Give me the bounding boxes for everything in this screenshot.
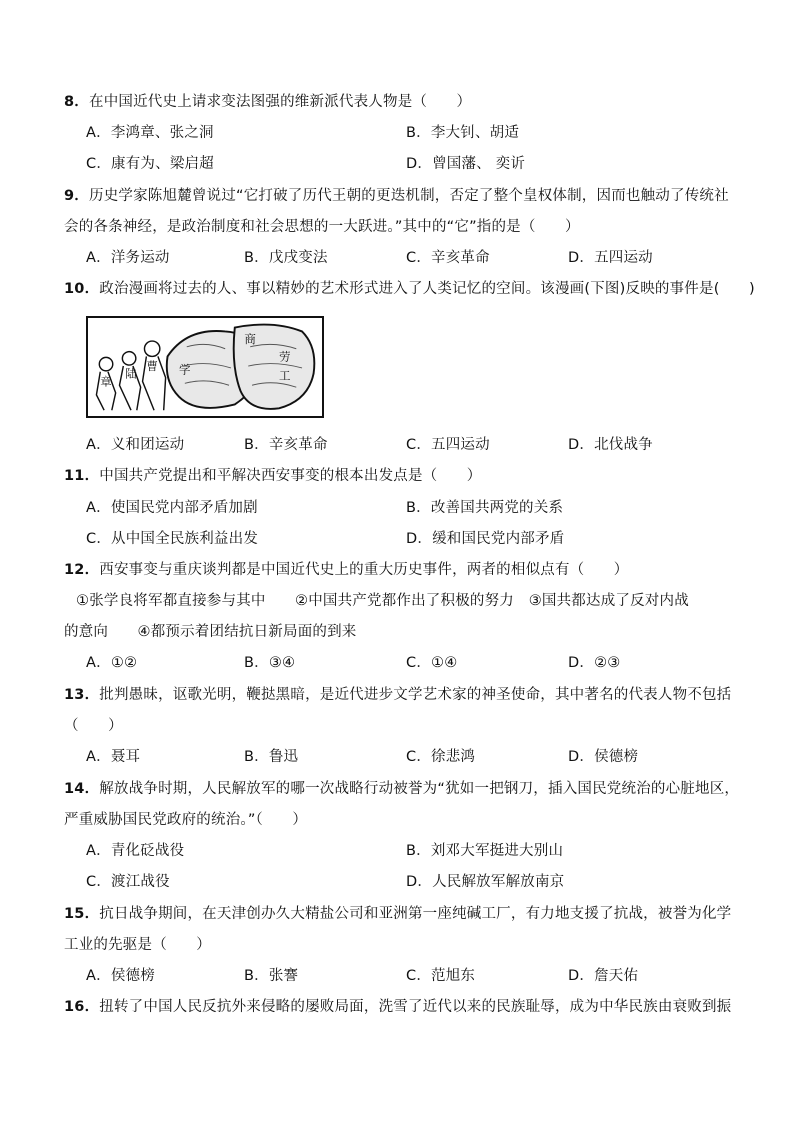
question-12-stem-1: 12．西安事变与重庆谈判都是中国近代史上的重大历史事件，两者的相似点有（ ） [64, 562, 629, 578]
question-13-stem-1: 13．批判愚昧，讴歌光明，鞭挞黑暗，是近代进步文学艺术家的神圣使命，其中著名的代表人物不包括 [64, 687, 732, 703]
question-8-option-d: D．曾国藩、 奕䜣 [406, 156, 526, 172]
cartoon-label-lao: 劳 [278, 349, 291, 364]
question-13-option-c: C．徐悲鸿 [406, 749, 476, 765]
question-15-option-b: B．张謇 [244, 968, 299, 984]
cartoon-label-zhang: 章 [100, 374, 112, 389]
question-16-stem-1: 16．扭转了中国人民反抗外来侵略的屡败局面，洗雪了近代以来的民族耻辱，成为中华民族由衰败到振 [64, 999, 732, 1015]
question-11-option-b: B．改善国共两党的关系 [406, 500, 564, 516]
question-12-stem-2: ①张学良将军都直接参与其中 ②中国共产党都作出了积极的努力 ③国共都达成了反对内战 [76, 593, 689, 609]
question-14-option-b: B．刘邓大军挺进大别山 [406, 843, 564, 859]
cartoon-label-gong: 工 [278, 368, 291, 383]
question-12-option-c: C．①④ [406, 655, 458, 671]
question-12-stem-3: 的意向 ④都预示着团结抗日新局面的到来 [64, 624, 357, 640]
question-12-option-b: B．③④ [244, 655, 296, 671]
question-13-stem-2: （ ） [64, 718, 123, 734]
question-10-option-a: A．义和团运动 [86, 437, 185, 453]
political-cartoon-image [86, 316, 324, 418]
question-14-option-c: C．渡江战役 [86, 874, 170, 890]
question-12-option-d: D．②③ [568, 655, 621, 671]
question-10-option-b: B．辛亥革命 [244, 437, 328, 453]
question-8-stem: 8．在中国近代史上请求变法图强的维新派代表人物是（ ） [64, 94, 472, 110]
question-8-option-b: B．李大钊、胡适 [406, 125, 520, 141]
question-10-stem: 10．政治漫画将过去的人、事以精妙的艺术形式进入了人类记忆的空间。该漫画(下图)反映的事件是( ) [64, 281, 755, 297]
question-10-option-d: D．北伐战争 [568, 437, 653, 453]
question-13-option-a: A．聂耳 [86, 749, 141, 765]
question-15-option-c: C．范旭东 [406, 968, 476, 984]
question-10-option-c: C．五四运动 [406, 437, 490, 453]
question-15-stem-2: 工业的先驱是（ ） [64, 937, 211, 953]
political-cartoon-drawing [88, 318, 322, 416]
question-11-stem: 11．中国共产党提出和平解决西安事变的根本出发点是（ ） [64, 468, 482, 484]
cartoon-label-shang: 商 [244, 331, 256, 346]
question-8-option-c: C．康有为、梁启超 [86, 156, 214, 172]
question-13-option-b: B．鲁迅 [244, 749, 299, 765]
question-9-stem-2: 会的各条神经，是政治制度和社会思想的一大跃进。”其中的“它”指的是（ ） [64, 219, 580, 235]
question-9-option-a: A．洋务运动 [86, 250, 170, 266]
question-9-stem-1: 9．历史学家陈旭麓曾说过“它打破了历代王朝的更迭机制，否定了整个皇权体制，因而也触动了传统社 [64, 188, 729, 204]
question-13-option-d: D．侯德榜 [568, 749, 639, 765]
question-9-option-d: D．五四运动 [568, 250, 653, 266]
question-9-option-b: B．戊戌变法 [244, 250, 328, 266]
question-14-option-d: D．人民解放军解放南京 [406, 874, 565, 890]
question-15-stem-1: 15．抗日战争期间，在天津创办久大精盐公司和亚洲第一座纯碱工厂，有力地支援了抗战，被誉为化学 [64, 906, 732, 922]
question-14-stem-2: 严重威胁国民党政府的统治。”（ ） [64, 812, 308, 828]
cartoon-label-cao: 曹 [146, 358, 158, 373]
question-15-option-a: A．侯德榜 [86, 968, 155, 984]
cartoon-label-lu: 陆 [125, 366, 137, 381]
question-12-option-a: A．①② [86, 655, 138, 671]
cartoon-label-xue: 学 [179, 362, 191, 377]
question-9-option-c: C．辛亥革命 [406, 250, 490, 266]
question-8-option-a: A．李鸿章、张之洞 [86, 125, 214, 141]
question-14-option-a: A．青化砭战役 [86, 843, 185, 859]
question-11-option-a: A．使国民党内部矛盾加剧 [86, 500, 258, 516]
question-11-option-c: C．从中国全民族利益出发 [86, 531, 259, 547]
question-15-option-d: D．詹天佑 [568, 968, 639, 984]
question-14-stem-1: 14．解放战争时期，人民解放军的哪一次战略行动被誉为“犹如一把钢刀，插入国民党统治的心脏地区， [64, 781, 740, 797]
question-11-option-d: D．缓和国民党内部矛盾 [406, 531, 565, 547]
